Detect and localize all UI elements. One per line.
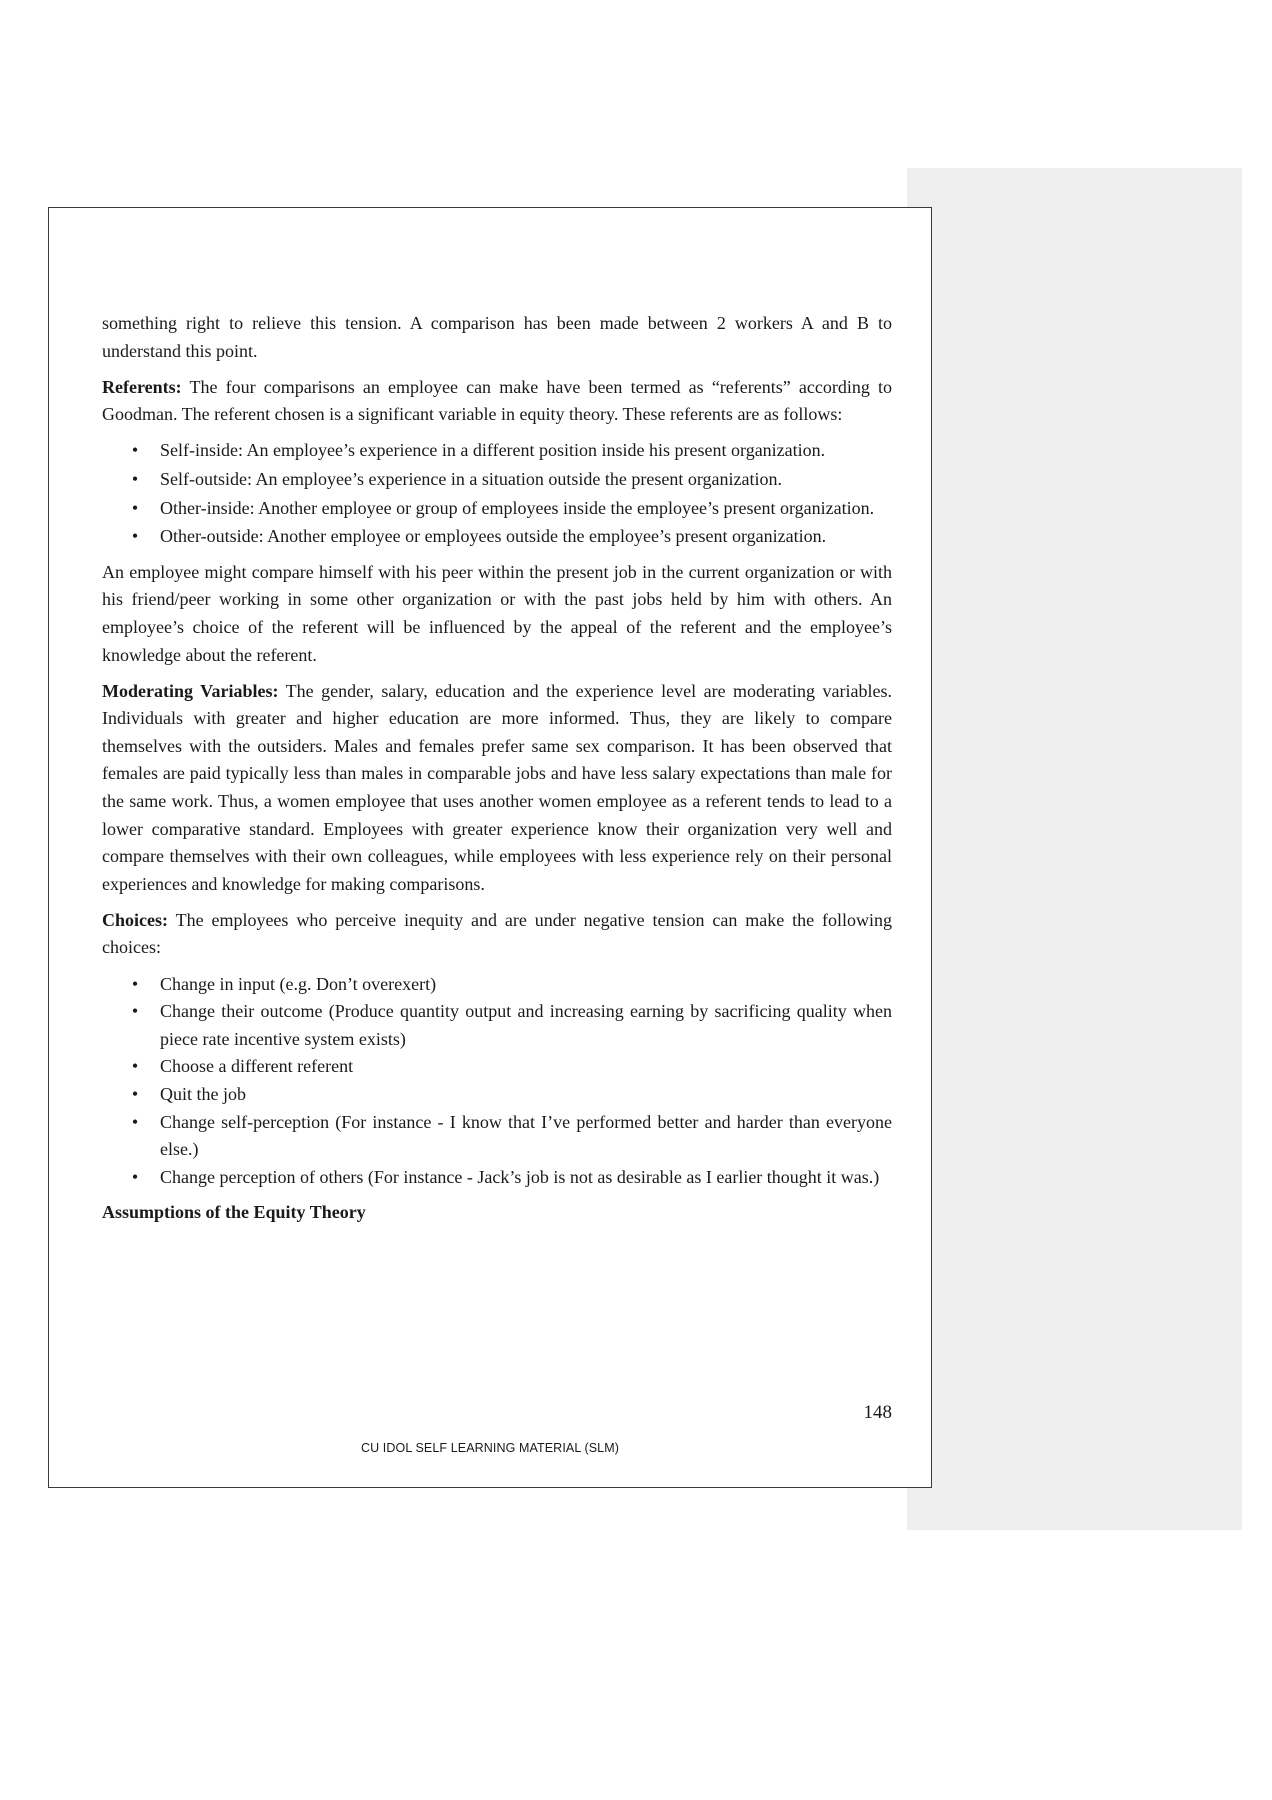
comparison-paragraph: An employee might compare himself with his peer within the present job in the current organization or with his friend/peer working in some other organization or with the past jobs held by him with others. An employee’s choice of the referent will be influenced by the appeal of the referent and the employee’s knowledge about the referent. <box>102 561 892 665</box>
list-item: • Choose a different referent <box>102 1053 892 1081</box>
bullet-icon: • <box>131 1056 139 1077</box>
bullet-icon: • <box>131 440 139 461</box>
bullet-icon: • <box>131 1083 139 1104</box>
moderating-label: Moderating Variables: <box>102 680 279 701</box>
bullet-icon: • <box>131 973 139 994</box>
moderating-paragraph <box>102 678 892 899</box>
intro-paragraph: something right to relieve this tension. A comparison has been made between 2 workers A and B to understand this point. <box>102 313 892 361</box>
list-item: • Other-outside: Another employee or employees outside the employee’s present organization. <box>102 523 892 551</box>
moderating-text: The gender, salary, education and the experience level are moderating variables. Individuals with greater and higher education are more informed. Thus, they are likely to compare themselves with the outsiders. Males and females prefer same sex comparison. It has been observed that females are paid typically less than males in comparable jobs and have less salary expectations than male for the same work. Thus, a women employee that uses another women employee as a referent tends to lead to a lower comparative standard. Employees with greater experience know their organization very well and compare themselves with their own colleagues, while employees with less experience rely on their personal experiences and knowledge for making comparisons. <box>102 680 892 894</box>
list-item: • Change in input (e.g. Don’t overexert) <box>102 971 892 999</box>
bullet-icon: • <box>131 1166 139 1187</box>
referents-label: Referents: <box>102 376 182 397</box>
list-item: • Quit the job <box>102 1081 892 1109</box>
referents-list <box>102 437 892 550</box>
list-item: • Self-outside: An employee’s experience in a situation outside the present organization. <box>102 466 892 494</box>
choices-text: The employees who perceive inequity and are under negative tension can make the following choices: <box>102 909 892 958</box>
choices-label: Choices: <box>102 909 168 930</box>
bullet-icon: • <box>131 1111 139 1132</box>
bullet-icon: • <box>131 1001 139 1022</box>
choices-list <box>102 971 892 1192</box>
page-number: 148 <box>863 1402 892 1423</box>
bullet-icon: • <box>131 497 139 518</box>
comment-pane <box>907 168 1242 1530</box>
choices-paragraph <box>102 907 892 962</box>
list-item: • Change perception of others (For instance - Jack’s job is not as desirable as I earlier thought it was.) <box>102 1164 892 1192</box>
bullet-icon: • <box>131 526 139 547</box>
list-item: • Change self-perception (For instance - I know that I’ve performed better and harder than everyone else.) <box>102 1109 892 1164</box>
footer-text: CU IDOL SELF LEARNING MATERIAL (SLM) <box>360 1441 620 1455</box>
list-item: • Self-inside: An employee’s experience in a different position inside his present organization. <box>102 437 892 465</box>
list-item: • Change their outcome (Produce quantity output and increasing earning by sacrificing quality when piece rate incentive system exists) <box>102 998 892 1053</box>
bullet-icon: • <box>131 468 139 489</box>
page-content <box>102 310 892 1227</box>
section-heading: Assumptions of the Equity Theory <box>102 1202 366 1223</box>
list-item: • Other-inside: Another employee or group of employees inside the employee’s present organization. <box>102 495 892 523</box>
referents-paragraph <box>102 374 892 429</box>
referents-text: The four comparisons an employee can make have been termed as “referents” according to Goodman. The referent chosen is a significant variable in equity theory. These referents are as follows: <box>102 376 892 425</box>
